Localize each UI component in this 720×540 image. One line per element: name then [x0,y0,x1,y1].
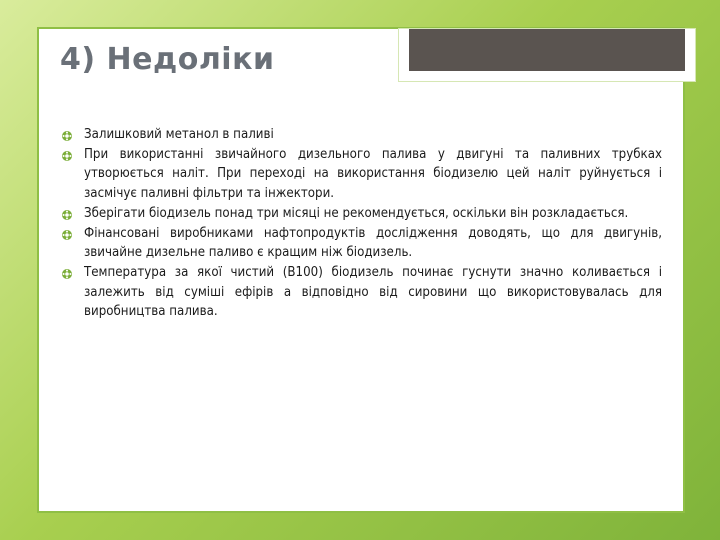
flower-bullet-icon [62,151,72,161]
flower-bullet-icon [62,230,72,240]
bullet-text: Температура за якої чистий (B100) біодизель починає гуснути значно коливається і залежить від суміші ефірів а відповідно від сировини що використовувалась для виробництва палива. [84,264,662,320]
flower-bullet-icon [62,269,72,279]
list-item [62,145,662,204]
bullet-text: Залишковий метанол в паливі [84,127,274,142]
slide-title: 4) Недоліки [60,42,275,77]
list-item [62,263,662,322]
list-item [62,224,662,263]
list-item [62,125,662,145]
header-decoration [399,29,695,81]
bullet-text: Фінансовані виробниками нафтопродуктів дослідження доводять, що для двигунів, звичайне дизельне паливо є кращим ніж біодизель. [84,225,662,261]
bullet-text: При використанні звичайного дизельного палива у двигуні та паливних трубках утворюється наліт. При переході на використання біодизелю цей наліт руйнується і засмічує паливні фільтри та інжектори. [84,146,662,202]
list-item [62,204,662,224]
bullet-list [62,125,662,322]
flower-bullet-icon [62,210,72,220]
header-decoration-fill [409,29,685,71]
flower-bullet-icon [62,131,72,141]
bullet-text: Зберігати біодизель понад три місяці не рекомендується, оскільки він розкладається. [84,205,629,221]
